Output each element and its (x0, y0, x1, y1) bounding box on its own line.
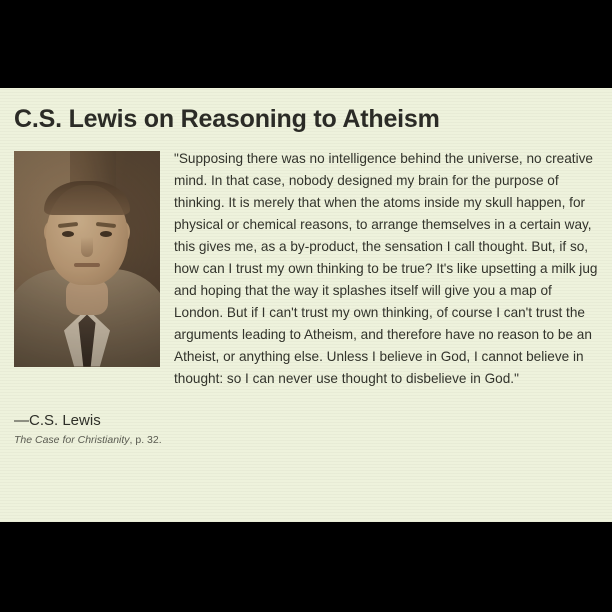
page-title: C.S. Lewis on Reasoning to Atheism (14, 105, 440, 133)
portrait-of-cs-lewis-image (14, 151, 160, 367)
quote-card (0, 88, 612, 522)
quote-text: "Supposing there was no intelligence behind the universe, no creative mind. In that case, nobody designed my brain for the purpose of thinking. It is merely that when the atoms inside my skull happen, for physical or chemical reasons, to arrange themselves in a certain way, this gives me, as a by-product, the sensation I call thought. But, if so, how can I trust my own thinking to be true? It's like upsetting a milk jug and hoping that the way it splashes itself will give you a map of London. But if I can't trust my own thinking, of course I can't trust the arguments leading to Atheism, and therefore have no reason to be an Atheist, or anything else. Unless I believe in God, I cannot believe in thought: so I can never use thought to disbelieve in God." (174, 150, 598, 386)
quote-attribution: —C.S. Lewis (14, 411, 101, 429)
portrait-sepia-tint (14, 151, 160, 367)
quote-source (14, 434, 598, 446)
source-title: The Case for Christianity (14, 433, 130, 446)
source-page: , p. 32. (129, 433, 162, 446)
